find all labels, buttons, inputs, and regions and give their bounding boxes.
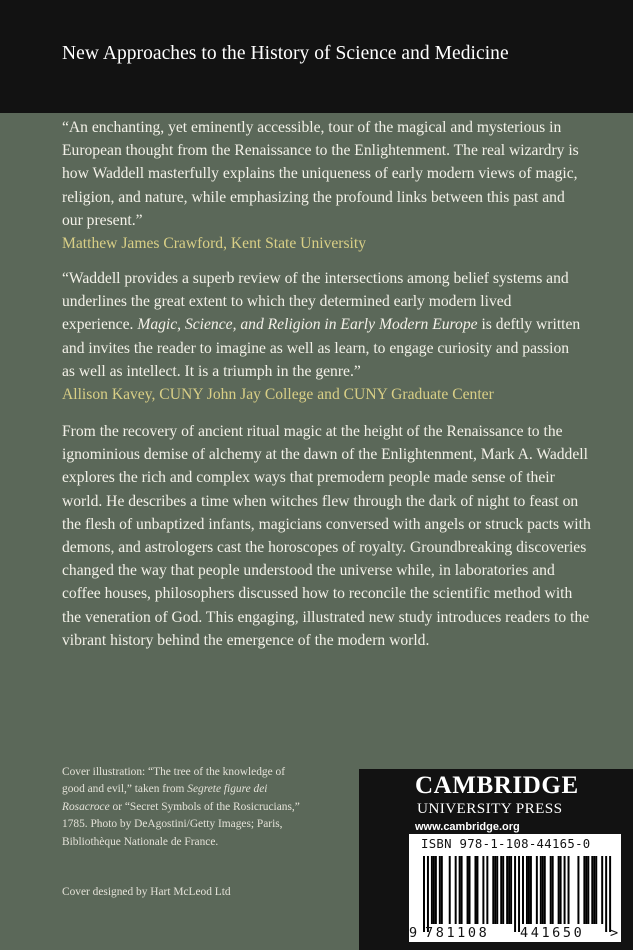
barcode-bar	[587, 856, 589, 924]
publisher-press: UNIVERSITY PRESS	[417, 800, 563, 817]
barcode-bar	[441, 856, 443, 924]
barcode-bar	[591, 856, 593, 924]
isbn-label: ISBN 978-1-108-44165-0	[421, 837, 591, 851]
cover-designer-credit: Cover designed by Hart McLeod Ltd	[62, 886, 231, 898]
barcode-bar	[550, 856, 552, 924]
barcode-bar	[583, 856, 585, 924]
endorsement-2-attribution: Allison Kavey, CUNY John Jay College and CUNY Graduate Center	[62, 386, 494, 404]
barcode-bar	[459, 856, 461, 924]
barcode-bar	[449, 856, 451, 924]
barcode-digits-right: 441650	[520, 925, 585, 941]
endorsement-2	[62, 267, 582, 406]
barcode-bar	[558, 856, 560, 924]
cover-illustration-credit	[62, 764, 310, 851]
barcode-bar	[510, 856, 512, 924]
barcode-bar	[496, 856, 498, 924]
barcode-bar	[455, 856, 457, 924]
barcode-bar	[552, 856, 554, 924]
barcode-arrow: >	[610, 925, 619, 941]
barcode-bar	[461, 856, 463, 924]
barcode-bar	[467, 856, 469, 924]
barcode-guard-bar	[609, 856, 611, 932]
book-title: Magic, Science, and Religion in Early Modern Europe	[137, 316, 478, 334]
barcode-bar	[492, 856, 494, 924]
endorsement-1	[62, 116, 582, 255]
barcode-bar	[568, 856, 570, 924]
barcode-bar	[508, 856, 510, 924]
barcode-bar	[435, 856, 437, 924]
book-description-text: From the recovery of ancient ritual magic at the height of the Renaissance to the ignominious demise of alchemy at the dawn of the Enlightenment, Mark A. Waddell explores the rich and complex ways that premodern people made sense of their world. He describes a time when witches flew through the dark of night to feast on the flesh of unbaptized infants, magicians conversed with angels or struck pacts with demons, and astrologers cast the horoscopes of royalty. Groundbreaking discoveries changed the way that people understood the universe while, in laboratories and coffee houses, philosophers discussed how to reconcile the scientific method with the veneration of God. This engaging, illustrated new study introduces readers to the vibrant history behind the emergence of the modern world.	[62, 423, 591, 649]
publisher-name: CAMBRIDGE	[415, 772, 579, 799]
barcode-digit-first: 9	[409, 925, 418, 941]
barcode-bar	[433, 856, 435, 924]
cover-credit-before: Cover illustration: “The tree of the knowledge of good and evil,” taken from	[62, 766, 285, 796]
cover-credit-title: Segrete figure dei Rosacroce	[62, 783, 268, 813]
barcode-bar	[528, 856, 530, 924]
barcode-bar	[494, 856, 496, 924]
barcode-bar	[482, 856, 484, 924]
barcode-guard-bar	[427, 856, 429, 932]
cover-credit-after: or “Secret Symbols of the Rosicrucians,” 1785. Photo by DeAgostini/Getty Images; Paris, Bibliothèque Nationale de France.	[62, 800, 300, 848]
series-header-bar	[0, 0, 633, 113]
barcode-bar	[486, 856, 488, 924]
barcode-bar	[577, 856, 579, 924]
barcode-bar	[542, 856, 544, 924]
endorsement-1-quote: “An enchanting, yet eminently accessible, tour of the magical and mysterious in European thought from the Renaissance to the Enlightenment. The real wizardry is how Waddell masterfully explains the uniqueness of early modern views of magic, religion, and nature, while emphasizing the profound links between this past and our present.”	[62, 119, 579, 229]
barcode-bar	[564, 856, 566, 924]
endorsement-2-quote	[62, 267, 582, 383]
barcode-bar	[526, 856, 528, 924]
barcode-bar	[476, 856, 478, 924]
barcode-guard-bar	[518, 856, 520, 932]
barcode-guard-bar	[423, 856, 425, 932]
barcode-digits	[409, 925, 621, 941]
barcode-bar	[530, 856, 532, 924]
endorsement-2-quote-end: is deftly written and invites the reader to imagine as well as learn, to engage curiosity and passion as well as intellect. It is a triumph in the genre.”	[62, 316, 581, 380]
barcode-bar	[595, 856, 597, 924]
barcode-bar	[593, 856, 595, 924]
barcode-bar	[544, 856, 546, 924]
barcode-guard-bar	[514, 856, 516, 932]
series-title: New Approaches to the History of Science and Medicine	[62, 43, 509, 64]
barcode-bar	[500, 856, 502, 924]
barcode-digits-left: 781108	[425, 925, 490, 941]
barcode-bar	[469, 856, 471, 924]
barcode-panel	[409, 834, 621, 942]
publisher-url: www.cambridge.org	[415, 821, 520, 833]
barcode-bar	[431, 856, 433, 924]
barcode-guard-bar	[605, 856, 607, 932]
barcode-bar	[502, 856, 504, 924]
barcode-bar	[585, 856, 587, 924]
endorsement-2-quote-start: “Waddell provides a superb review of the intersections among belief systems and underlines the great extent to which they determined early modern lived experience.	[62, 270, 569, 334]
endorsement-1-attribution: Matthew James Crawford, Kent State University	[62, 235, 367, 253]
barcode-bar	[540, 856, 542, 924]
barcode-bar	[536, 856, 538, 924]
barcode-bar	[601, 856, 603, 924]
barcode-bar	[560, 856, 562, 924]
barcode-bar	[506, 856, 508, 924]
book-description	[62, 420, 592, 652]
barcode-bar	[474, 856, 476, 924]
barcode-bar	[439, 856, 441, 924]
barcode-bar	[522, 856, 524, 924]
